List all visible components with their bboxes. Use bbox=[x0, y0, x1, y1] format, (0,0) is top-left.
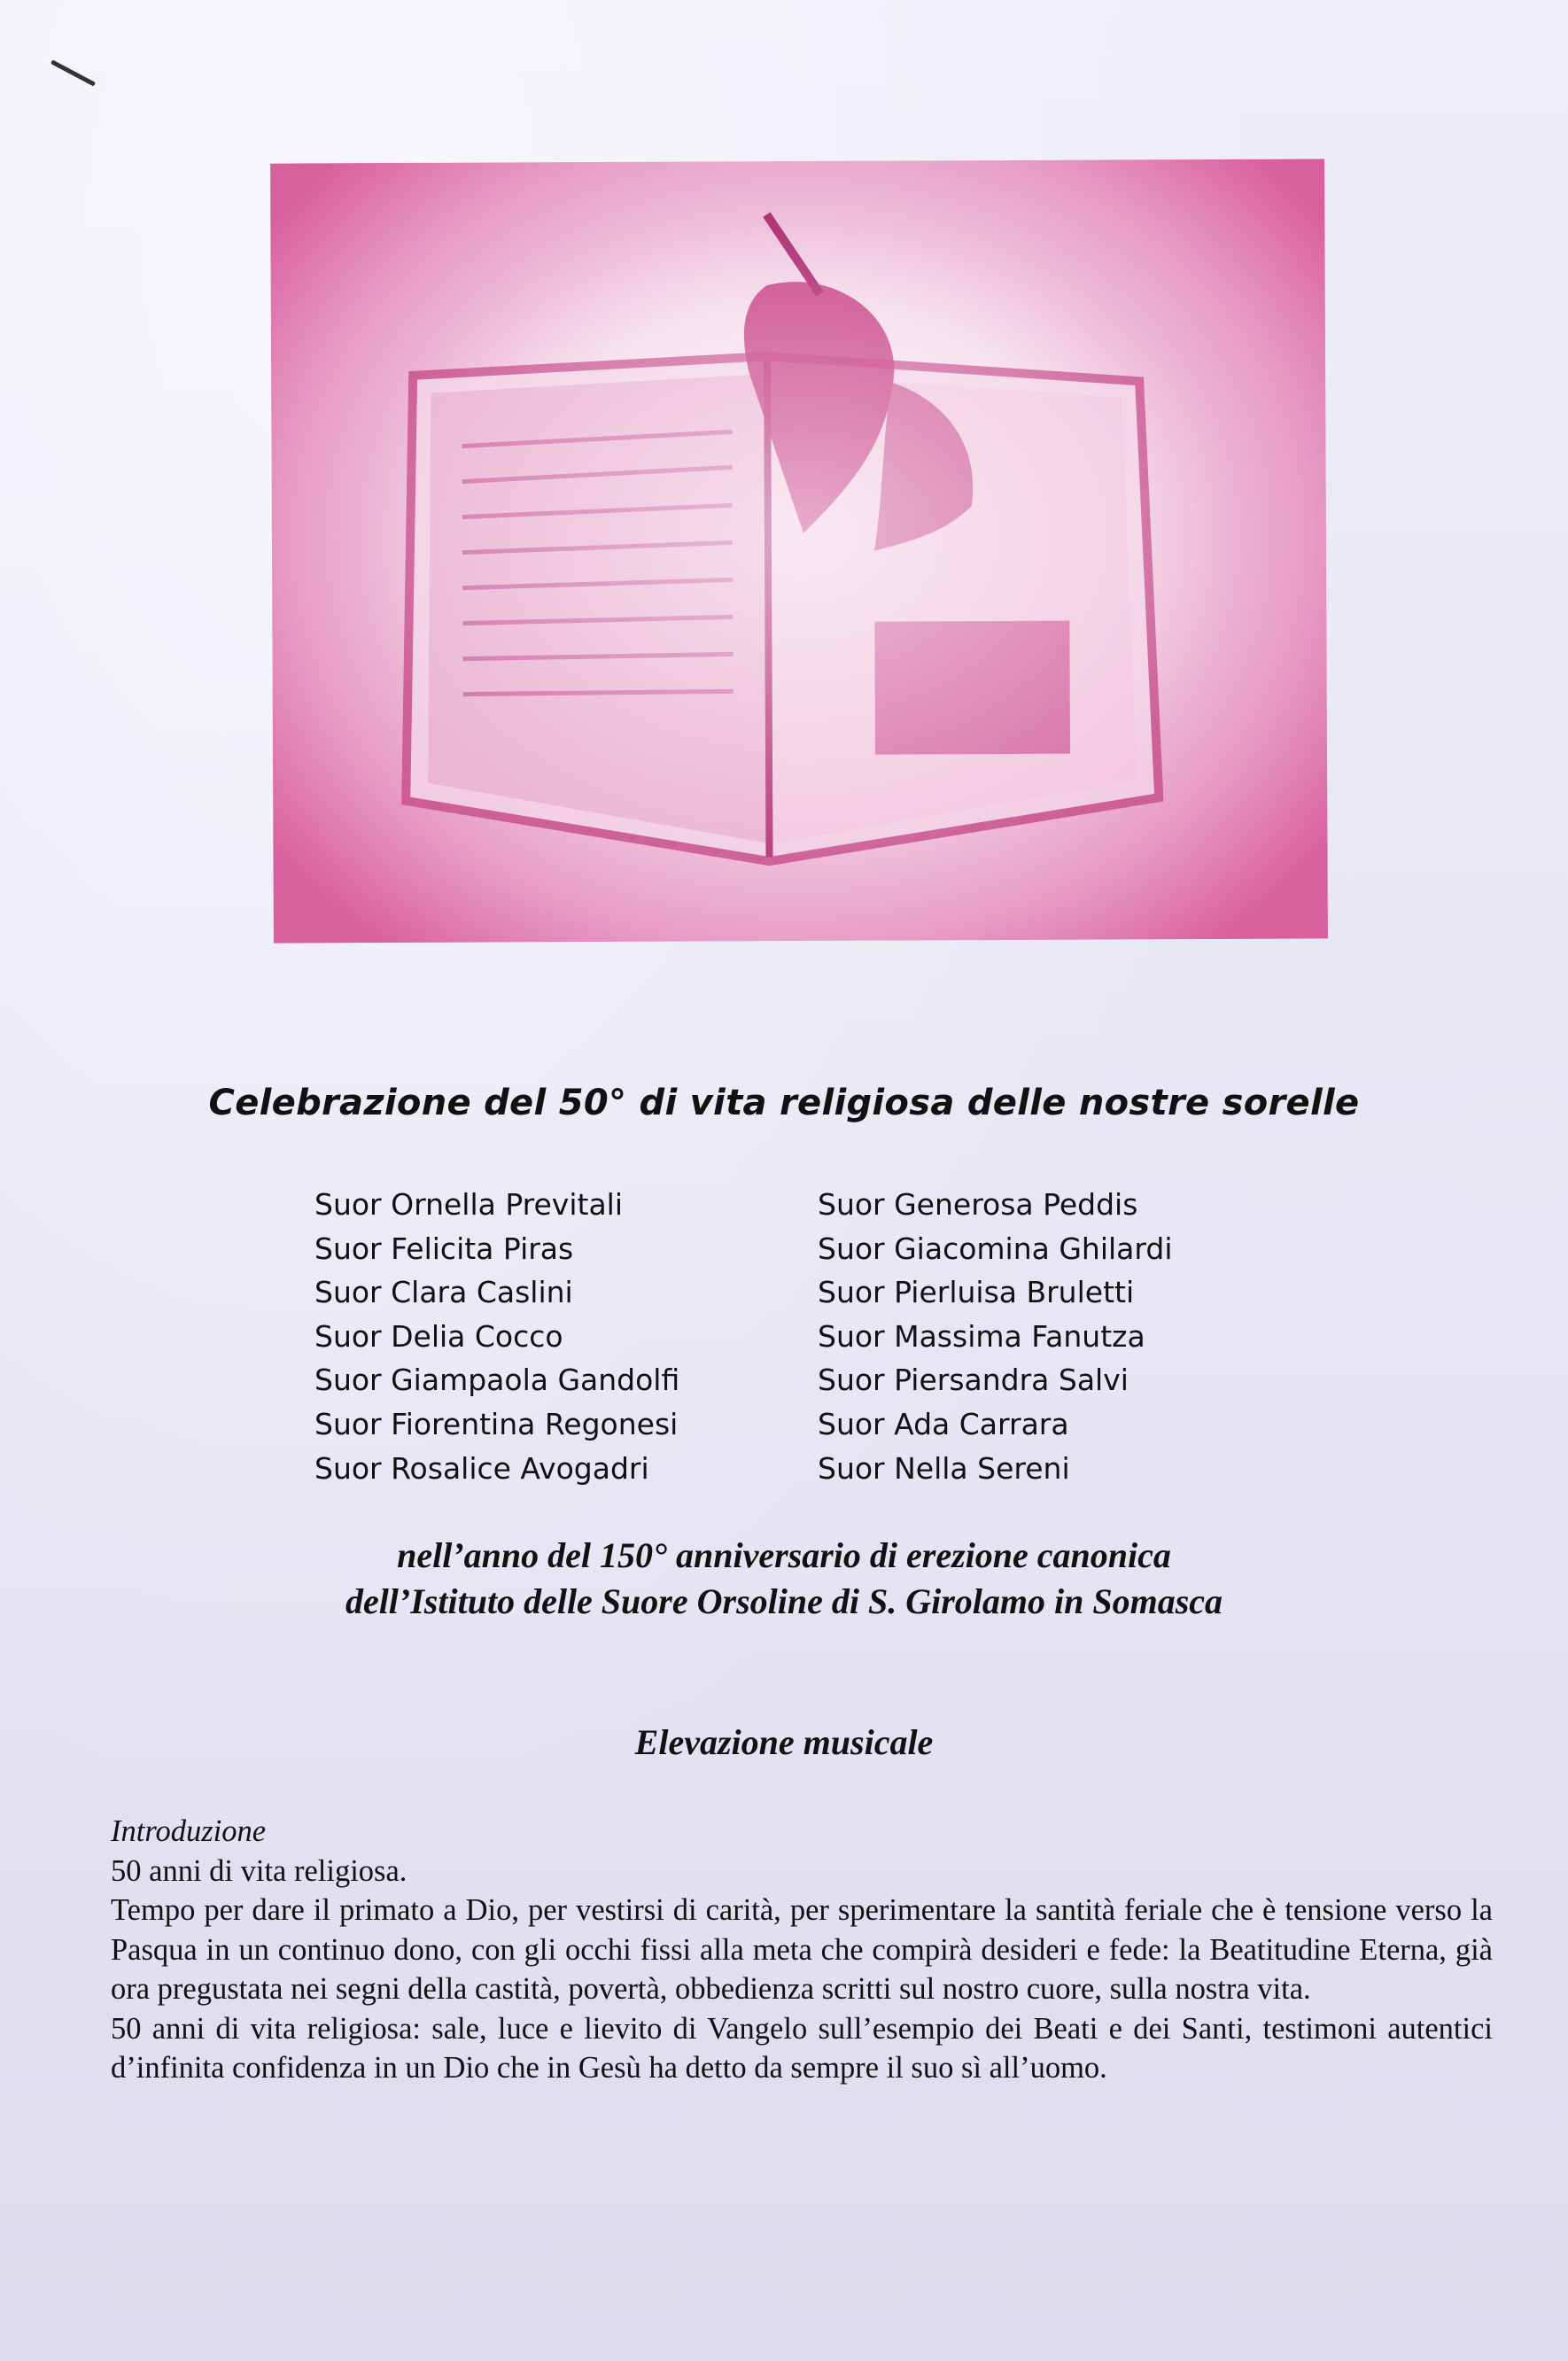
introduction-paragraph: 50 anni di vita religiosa. bbox=[111, 1853, 408, 1888]
sister-name: Suor Fiorentina Regonesi bbox=[314, 1406, 679, 1441]
introduction-section bbox=[111, 1812, 1493, 2088]
names-column-left bbox=[314, 1183, 679, 1490]
sister-name: Suor Giampaola Gandolfi bbox=[314, 1363, 680, 1398]
anniversary-statement bbox=[0, 1533, 1568, 1625]
sister-name: Suor Nella Sereni bbox=[818, 1450, 1070, 1486]
sister-name: Suor Ada Carrara bbox=[818, 1406, 1069, 1441]
sister-name: Suor Rosalice Avogadri bbox=[314, 1450, 649, 1486]
sister-name: Suor Ornella Previtali bbox=[314, 1187, 623, 1222]
sister-name: Suor Delia Cocco bbox=[314, 1318, 563, 1354]
anniversary-line: dell’Istituto delle Suore Orsoline di S. Girolamo in Somasca bbox=[345, 1581, 1223, 1621]
sister-name: Suor Generosa Peddis bbox=[818, 1187, 1138, 1222]
cover-image-open-book bbox=[270, 159, 1328, 943]
introduction-paragraph: Tempo per dare il primato a Dio, per vestirsi di carità, per sperimentare la santità feriale che è tensione verso la Pasqua in un continuo dono, con gli occhi fissi alla meta che compirà desideri e fede: la Beatitudine Eterna, già ora pregustata nei segni della castità, povertà, obbedienza scritti sul nostro cuore, sulla nostra vita. bbox=[111, 1893, 1493, 2006]
staple-mark bbox=[50, 59, 96, 86]
names-column-right bbox=[818, 1183, 1173, 1490]
sister-name: Suor Pierluisa Bruletti bbox=[818, 1275, 1135, 1310]
sister-name: Suor Massima Fanutza bbox=[818, 1318, 1145, 1354]
sister-name: Suor Giacomina Ghilardi bbox=[818, 1231, 1173, 1266]
sister-name: Suor Piersandra Salvi bbox=[818, 1363, 1129, 1398]
celebration-heading: Celebrazione del 50° di vita religiosa delle nostre sorelle bbox=[208, 1083, 1360, 1123]
introduction-paragraph: 50 anni di vita religiosa: sale, luce e lievito di Vangelo sull’esempio dei Beati e dei Santi, testimoni autentici d’infinita confidenza in un Dio che in Gesù ha detto da sempre il suo sì all’uomo. bbox=[111, 2011, 1493, 2085]
section-title: Elevazione musicale bbox=[634, 1722, 934, 1762]
sister-name: Suor Clara Caslini bbox=[314, 1275, 573, 1310]
introduction-title: Introduzione bbox=[111, 1814, 267, 1848]
open-book-illustration bbox=[270, 159, 1328, 943]
sister-name: Suor Felicita Piras bbox=[314, 1231, 574, 1266]
anniversary-line: nell’anno del 150° anniversario di erezione canonica bbox=[397, 1535, 1171, 1575]
